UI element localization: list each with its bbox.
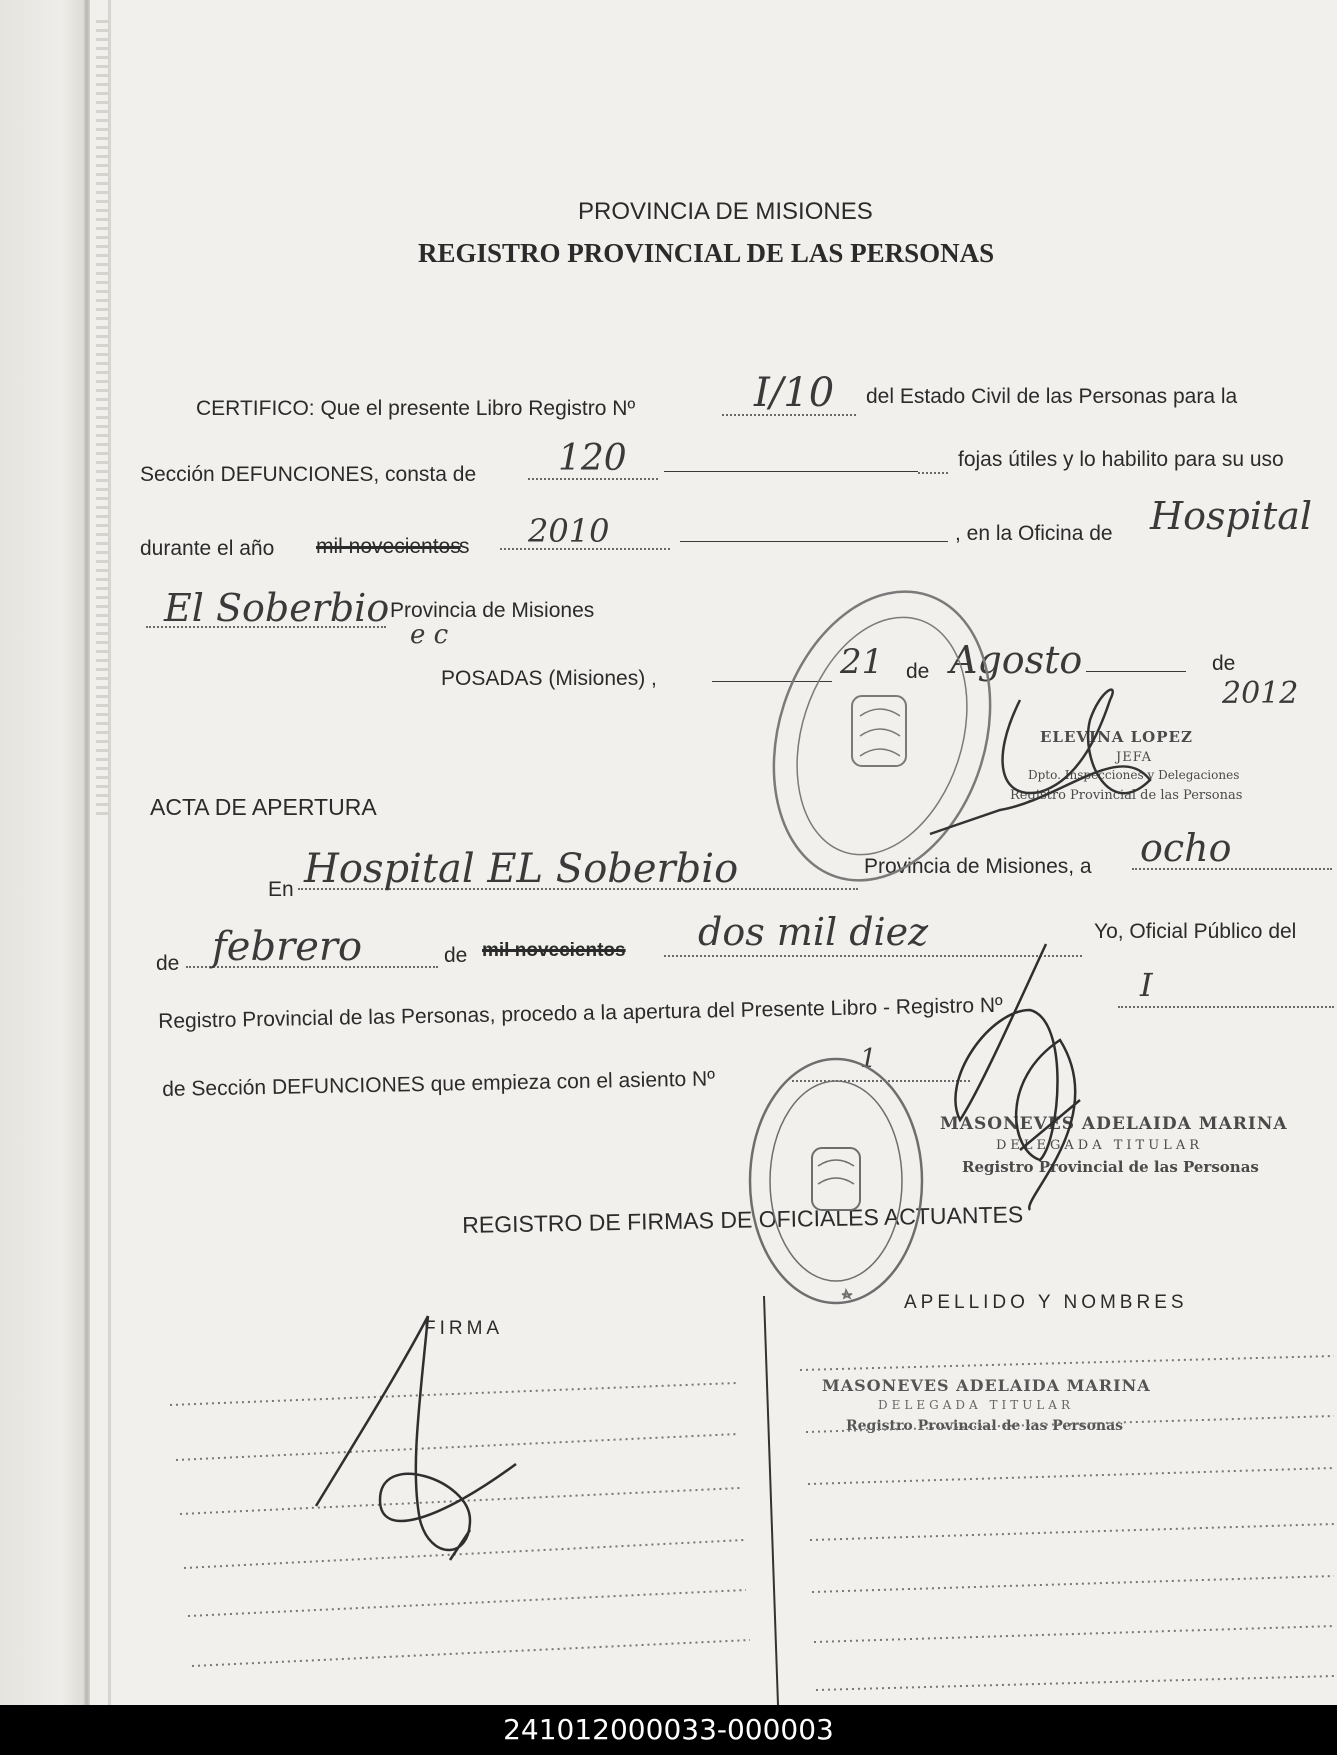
cert-book-number: I/10 [754,370,835,416]
cert-line3-suffix: s [459,535,470,558]
cert-line5-text: POSADAS (Misiones) , [441,667,657,690]
acta-book-number: I [1140,966,1153,1004]
cert-year: 2010 [528,512,610,550]
firmas-entry-name: MASONEVES ADELAIDA MARINA [822,1376,1151,1395]
cert-line1-text: CERTIFICO: Que el presente Libro Registro Nº [196,397,636,420]
official-seal-1 [738,563,1025,908]
cert-signing-year: 2012 [1222,676,1299,711]
stamp1-dept: Dpto. Inspecciones y Delegaciones [1028,768,1240,782]
acta-line2-text: Yo, Oficial Público del [1094,920,1297,943]
acta-line1-en: En [268,878,294,901]
province-heading: PROVINCIA DE MISIONES [578,198,873,225]
firmas-entry-registry: Registro Provincial de las Personas [846,1418,1124,1434]
cert-line4-text: Provincia de Misiones [390,599,595,622]
stamp1-name: ELEVINA LOPEZ [1040,728,1193,746]
official-seal-2 [750,1059,922,1303]
cert-office-place: Hospital [1150,494,1313,538]
acta-line2-de2: de [444,944,468,967]
cert-office-place-cont: El Soberbio [164,586,390,630]
acta-place: Hospital EL Soberbio [304,846,739,892]
signature-2 [955,944,1080,1210]
cert-line2-text-end: fojas útiles y lo habilito para su uso [958,448,1284,471]
firmas-title: REGISTRO DE FIRMAS DE OFICIALES ACTUANTES [462,1201,1024,1238]
stamp2-role: DELEGADA TITULAR [996,1138,1203,1153]
cert-line3-text: durante el año [140,537,275,560]
firmas-col-firma: FIRMA [424,1318,504,1339]
registry-heading: REGISTRO PROVINCIAL DE LAS PERSONAS [418,238,995,268]
stamp1-registry: Registro Provincial de las Personas [1010,788,1243,803]
cert-line3-struck: mil novecientos [316,535,461,558]
firmas-col-apellido: APELLIDO Y NOMBRES [904,1292,1188,1313]
firmas-entry-role: DELEGADA TITULAR [878,1398,1074,1412]
cert-line2-text: Sección DEFUNCIONES, consta de [140,463,477,486]
acta-month: febrero [212,924,363,970]
stamp2-registry: Registro Provincial de las Personas [962,1158,1259,1176]
firma-rows-left [170,1383,750,1666]
acta-line2-de: de [156,952,180,975]
firma-rows-right [800,1356,1334,1690]
acta-year: dos mil diez [698,910,929,954]
acta-line4-text: de Sección DEFUNCIONES que empieza con el asiento Nº [162,1067,716,1101]
cert-line5-de: de [906,660,930,683]
cert-note: e c [410,620,449,650]
stamp2-name: MASONEVES ADELAIDA MARINA [940,1114,1288,1134]
stamp1-role: JEFA [1116,750,1152,765]
acta-title: ACTA DE APERTURA [150,794,377,820]
document-id-footer: 241012000033-000003 [0,1705,1337,1755]
acta-line2-struck: mil novecientos [482,940,626,961]
acta-line1-text: Provincia de Misiones, a [864,855,1092,878]
acta-day: ocho [1140,826,1232,870]
acta-entry-number: 1 [860,1044,877,1074]
column-divider [764,1296,778,1705]
cert-day: 21 [840,642,884,682]
cert-line5-de2: de [1212,652,1236,675]
acta-line3-text: Registro Provincial de las Personas, procedo a la apertura del Presente Libro - Registro Nº [158,993,1003,1033]
cert-pages-count: 120 [558,438,627,479]
signature-3 [316,1316,516,1560]
cert-line1-text-end: del Estado Civil de las Personas para la [866,385,1238,408]
cert-month: Agosto [950,638,1083,682]
cert-line3-text-end: , en la Oficina de [955,522,1113,545]
signature-1 [930,690,1150,834]
